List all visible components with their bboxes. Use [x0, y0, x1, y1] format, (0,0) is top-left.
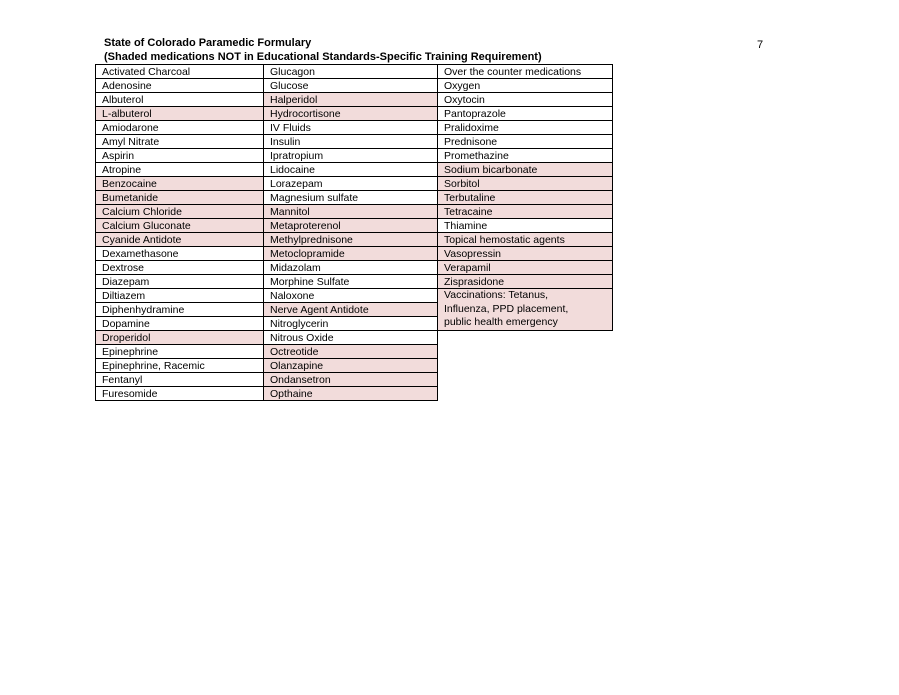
table-row: [96, 247, 613, 261]
medication-cell: Thiamine: [438, 219, 613, 233]
medication-cell: Methylprednisone: [264, 233, 438, 247]
medication-cell: Dexamethasone: [96, 247, 264, 261]
table-row: [96, 233, 613, 247]
table-row: [96, 261, 613, 275]
table-row: [96, 205, 613, 219]
table-row: [96, 373, 613, 387]
medication-cell: Insulin: [264, 135, 438, 149]
medication-cell: Ondansetron: [264, 373, 438, 387]
medication-cell: Halperidol: [264, 93, 438, 107]
table-row: [96, 121, 613, 135]
medication-cell: Nitrous Oxide: [264, 331, 438, 345]
cell-line: public health emergency: [444, 316, 558, 329]
table-row: [96, 65, 613, 79]
table-row: [96, 191, 613, 205]
medication-cell: Nitroglycerin: [264, 317, 438, 331]
medication-cell: Metaproterenol: [264, 219, 438, 233]
table-row: [96, 331, 613, 345]
medication-cell: Ipratropium: [264, 149, 438, 163]
page-subtitle: (Shaded medications NOT in Educational Standards-Specific Training Requirement): [104, 51, 542, 63]
medication-cell: Promethazine: [438, 149, 613, 163]
table-row: [96, 345, 613, 359]
medication-cell: Zisprasidone: [438, 275, 613, 289]
medication-cell: L-albuterol: [96, 107, 264, 121]
medication-cell: Vasopressin: [438, 247, 613, 261]
medication-cell: Dextrose: [96, 261, 264, 275]
medication-cell: Opthaine: [264, 387, 438, 401]
table-row: [96, 79, 613, 93]
document-header: [104, 36, 542, 64]
page-title: State of Colorado Paramedic Formulary: [104, 37, 312, 49]
medication-cell: Cyanide Antidote: [96, 233, 264, 247]
medication-cell: Tetracaine: [438, 205, 613, 219]
medication-cell: Epinephrine, Racemic: [96, 359, 264, 373]
medication-cell: Magnesium sulfate: [264, 191, 438, 205]
medication-cell: Glucose: [264, 79, 438, 93]
formulary-table: [95, 64, 613, 401]
medication-cell: Lidocaine: [264, 163, 438, 177]
table-row: [96, 275, 613, 289]
medication-cell: Over the counter medications: [438, 65, 613, 79]
medication-cell: Oxygen: [438, 79, 613, 93]
medication-cell: Calcium Gluconate: [96, 219, 264, 233]
medication-cell: Pralidoxime: [438, 121, 613, 135]
medication-cell: Dopamine: [96, 317, 264, 331]
medication-cell: Epinephrine: [96, 345, 264, 359]
medication-cell: Octreotide: [264, 345, 438, 359]
cell-line: Vaccinations: Tetanus,: [444, 289, 549, 302]
medication-cell: Morphine Sulfate: [264, 275, 438, 289]
medication-cell: Atropine: [96, 163, 264, 177]
medication-cell: IV Fluids: [264, 121, 438, 135]
table-row: [96, 93, 613, 107]
medication-cell: Albuterol: [96, 93, 264, 107]
medication-cell: Aspirin: [96, 149, 264, 163]
table-row: [96, 149, 613, 163]
table-row: [96, 387, 613, 401]
medication-cell: Hydrocortisone: [264, 107, 438, 121]
medication-cell: Verapamil: [438, 261, 613, 275]
table-row: [96, 219, 613, 233]
medication-cell: Metoclopramide: [264, 247, 438, 261]
medication-cell: Oxytocin: [438, 93, 613, 107]
medication-cell: Sodium bicarbonate: [438, 163, 613, 177]
table-row: [96, 163, 613, 177]
medication-cell: Glucagon: [264, 65, 438, 79]
medication-cell: Diltiazem: [96, 289, 264, 303]
medication-cell: Naloxone: [264, 289, 438, 303]
medication-cell: Droperidol: [96, 331, 264, 345]
medication-cell: Amiodarone: [96, 121, 264, 135]
medication-cell: Nerve Agent Antidote: [264, 303, 438, 317]
medication-cell: Activated Charcoal: [96, 65, 264, 79]
medication-cell: Olanzapine: [264, 359, 438, 373]
medication-cell: Topical hemostatic agents: [438, 233, 613, 247]
medication-cell: Lorazepam: [264, 177, 438, 191]
table-row: [96, 177, 613, 191]
medication-cell: Fentanyl: [96, 373, 264, 387]
medication-cell: [438, 289, 613, 331]
medication-cell: Prednisone: [438, 135, 613, 149]
formulary-table-body: [96, 65, 613, 401]
table-row: [96, 359, 613, 373]
medication-cell: Pantoprazole: [438, 107, 613, 121]
table-row: [96, 135, 613, 149]
medication-cell: Calcium Chloride: [96, 205, 264, 219]
medication-cell: Amyl Nitrate: [96, 135, 264, 149]
table-row: [96, 107, 613, 121]
medication-cell: Bumetanide: [96, 191, 264, 205]
medication-cell: Sorbitol: [438, 177, 613, 191]
medication-cell: Midazolam: [264, 261, 438, 275]
medication-cell: Mannitol: [264, 205, 438, 219]
medication-cell: Benzocaine: [96, 177, 264, 191]
cell-line: Influenza, PPD placement,: [444, 302, 569, 315]
medication-cell: Terbutaline: [438, 191, 613, 205]
medication-cell: Diazepam: [96, 275, 264, 289]
medication-cell: Diphenhydramine: [96, 303, 264, 317]
table-row: [96, 289, 613, 303]
medication-cell: Furesomide: [96, 387, 264, 401]
medication-cell: Adenosine: [96, 79, 264, 93]
page-number: 7: [757, 39, 764, 51]
